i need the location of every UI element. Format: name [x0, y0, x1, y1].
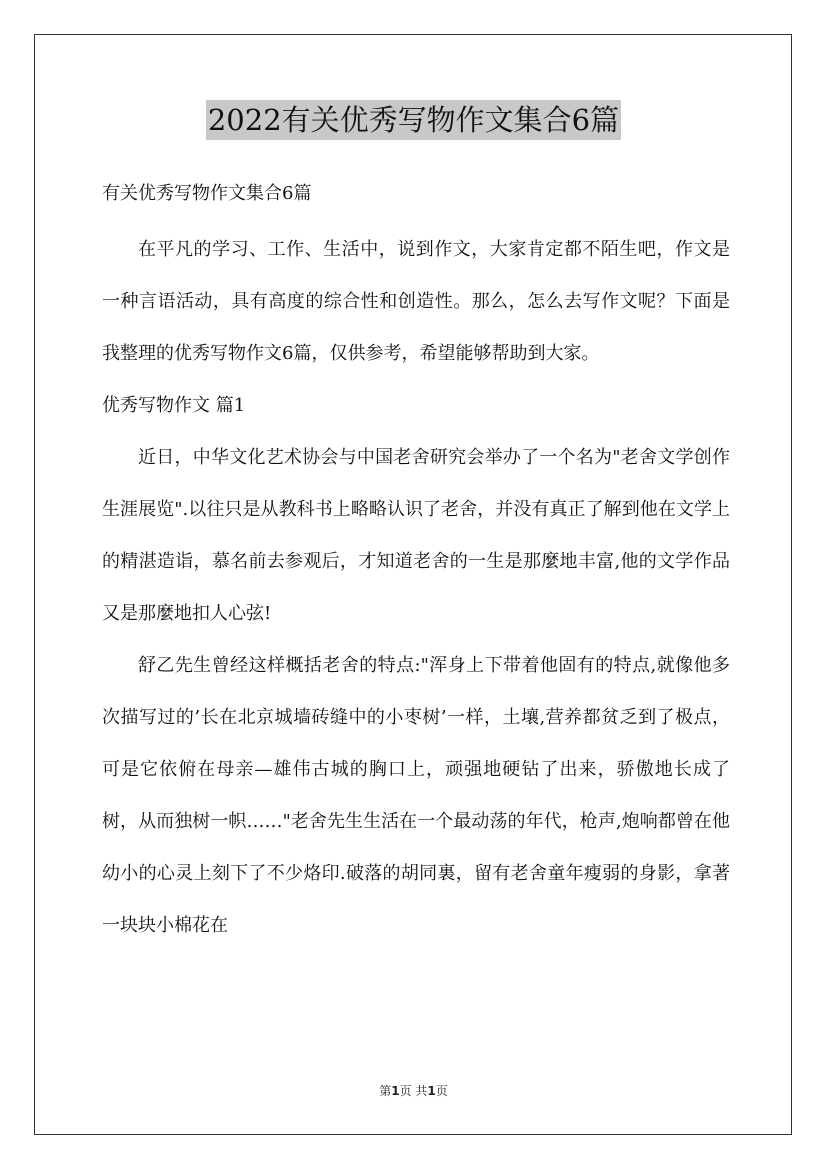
- section-heading: 优秀写物作文 篇1: [102, 395, 246, 416]
- document-subtitle: 有关优秀写物作文集合6篇: [102, 183, 312, 204]
- footer-page-current: 1: [391, 1084, 400, 1098]
- page-footer: [0, 1082, 827, 1099]
- document-title: 2022有关优秀写物作文集合6篇: [206, 100, 621, 140]
- footer-suffix: 页: [435, 1084, 448, 1098]
- title-wrap: [0, 100, 827, 140]
- document-body: [102, 172, 730, 952]
- footer-mid: 页 共: [399, 1084, 428, 1098]
- body-paragraph-1: 近日，中华文化艺术协会与中国老舍研究会举办了一个名为"老舍文学创作生涯展览".以往只是从教科书上略略认识了老舍，并没有真正了解到他在文学上的精湛造诣，慕名前去参观后，才知道老舍的一生是那麼地丰富,他的文学作品又是那麼地扣人心弦!: [102, 447, 730, 624]
- body-paragraph-2: 舒乙先生曾经这样概括老舍的特点:"浑身上下带着他固有的特点,就像他多次描写过的’长在北京城墙砖缝中的小枣树’一样，土壤,营养都贫乏到了极点，可是它依俯在母亲—雄伟古城的胸口上，顽强地硬钻了出来，骄傲地长成了树，从而独树一帜……"老舍先生生活在一个最动荡的年代，枪声,炮响都曾在他幼小的心灵上刻下了不少烙印.破落的胡同裏，留有老舍童年瘦弱的身影，拿著一块块小棉花在: [102, 655, 730, 936]
- footer-page-total: 1: [427, 1084, 436, 1098]
- footer-prefix: 第: [379, 1084, 392, 1098]
- intro-paragraph: 在平凡的学习、工作、生活中，说到作文，大家肯定都不陌生吧，作文是一种言语活动，具有高度的综合性和创造性。那么，怎么去写作文呢？下面是我整理的优秀写物作文6篇，仅供参考，希望能够帮助到大家。: [102, 239, 730, 364]
